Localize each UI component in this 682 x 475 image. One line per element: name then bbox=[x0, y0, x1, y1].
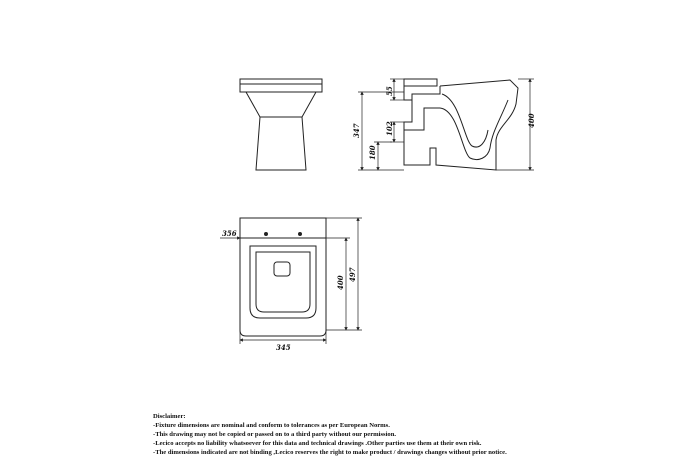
side-view-base bbox=[404, 130, 496, 170]
side-view-seat bbox=[404, 79, 437, 86]
disclaimer-title: Disclaimer: bbox=[153, 413, 186, 420]
side-view-trap bbox=[440, 100, 508, 160]
disclaimer-line: -The dimensions indicated are not binding ,Lecico reserves the right to make product / drawings changes without prior notice. bbox=[153, 449, 507, 456]
dim-side-height-total: 400 bbox=[527, 113, 536, 128]
dim-side-inlet: 102 bbox=[385, 121, 394, 136]
dim-plan-width: 345 bbox=[276, 343, 291, 352]
disclaimer-line: -This drawing may not be copied or passed on to a third party without our permission. bbox=[153, 431, 397, 438]
disclaimer bbox=[153, 412, 673, 457]
front-view-bowl bbox=[246, 92, 316, 117]
dim-plan-top-offset: 356 bbox=[222, 229, 237, 238]
dim-plan-total-length: 497 bbox=[348, 267, 357, 282]
disclaimer-line: -Fixture dimensions are nominal and conform to tolerances as per European Norms. bbox=[153, 422, 390, 429]
plan-view bbox=[240, 218, 326, 336]
dim-plan-bowl-length: 400 bbox=[336, 275, 345, 290]
front-view-pedestal bbox=[256, 117, 306, 170]
front-view bbox=[240, 79, 322, 170]
dim-side-overall-lower: 347 bbox=[352, 123, 361, 138]
plan-view-seat bbox=[250, 246, 316, 318]
plan-view-fixing-right bbox=[299, 233, 302, 236]
side-view-tank-back bbox=[404, 86, 440, 100]
dim-side-outlet-height: 180 bbox=[368, 145, 377, 160]
side-view bbox=[404, 79, 518, 170]
plan-view-drain bbox=[274, 262, 290, 276]
disclaimer-line: -Lecico accepts no liability whatsoever for this data and technical drawings .Other parties use them at their own risk. bbox=[153, 440, 482, 447]
dim-side-top-gap: 55 bbox=[385, 86, 394, 96]
plan-view-bowl bbox=[256, 252, 310, 312]
front-view-lid bbox=[240, 79, 322, 92]
plan-view-fixing-left bbox=[265, 233, 268, 236]
side-view-cistern-connector bbox=[404, 100, 440, 130]
side-view-inner bbox=[442, 94, 488, 147]
